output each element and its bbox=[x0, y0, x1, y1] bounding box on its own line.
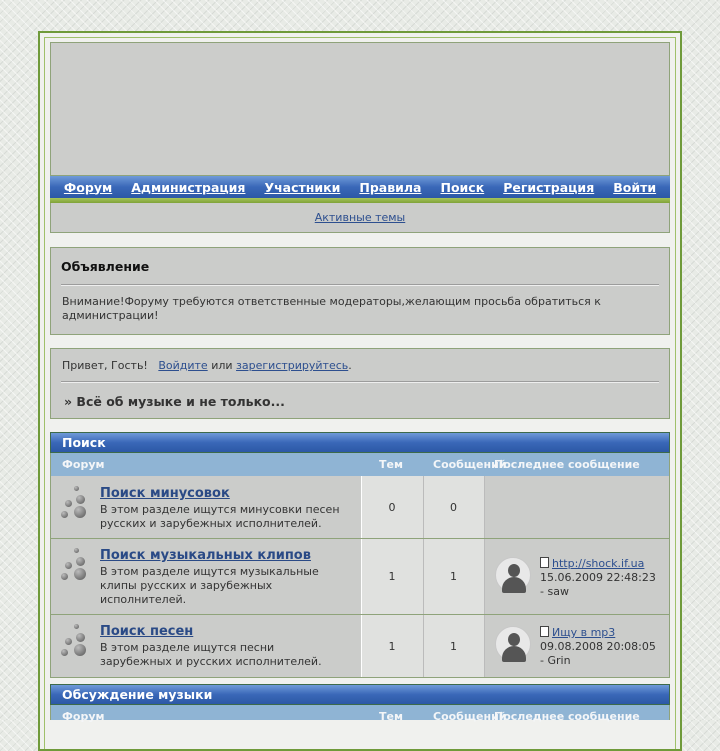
post-count: 0 bbox=[450, 501, 457, 514]
forum-tagline: » Всё об музыке и не только... bbox=[64, 394, 285, 409]
login-link[interactable]: Войдите bbox=[158, 359, 208, 372]
forum-description: В этом разделе ищутся музыкальные клипы русских и зарубежных исполнителей. bbox=[100, 565, 319, 606]
announcement-title: Объявление bbox=[61, 259, 150, 274]
nav-forum[interactable]: Форум bbox=[63, 179, 113, 195]
divider bbox=[61, 381, 659, 383]
column-headers bbox=[50, 705, 670, 723]
column-headers bbox=[50, 453, 670, 476]
section-header-music-discussion: Обсуждение музыки bbox=[50, 684, 670, 705]
forum-table bbox=[50, 476, 670, 678]
user-avatar bbox=[495, 557, 531, 593]
document-icon bbox=[540, 626, 549, 637]
col-posts: Сообщений bbox=[433, 458, 507, 471]
nav-administration[interactable]: Администрация bbox=[131, 179, 246, 195]
col-forum: Форум bbox=[62, 710, 105, 723]
announcement-box bbox=[50, 247, 670, 335]
forum-status-icon bbox=[61, 548, 89, 582]
forum-description: В этом разделе ищутся песни зарубежных и русских исполнителей. bbox=[100, 641, 322, 668]
post-count: 1 bbox=[450, 570, 457, 583]
greeting-text: Привет, Гость! bbox=[62, 359, 148, 372]
or-text: или bbox=[211, 359, 233, 372]
document-icon bbox=[540, 557, 549, 568]
period-text: . bbox=[348, 359, 352, 372]
forum-link[interactable]: Поиск музыкальных клипов bbox=[100, 548, 311, 563]
col-posts: Сообщений bbox=[433, 710, 507, 723]
last-post-date: 09.08.2008 20:08:05 bbox=[540, 640, 656, 653]
col-last-post: Последнее сообщение bbox=[494, 710, 640, 723]
nav-login[interactable]: Войти bbox=[613, 179, 657, 195]
forum-link[interactable]: Поиск песен bbox=[100, 624, 194, 639]
post-count: 1 bbox=[450, 640, 457, 653]
nav-rules[interactable]: Правила bbox=[359, 179, 422, 195]
forum-status-icon bbox=[61, 486, 89, 520]
topic-count: 1 bbox=[388, 640, 396, 653]
nav-register[interactable]: Регистрация bbox=[503, 179, 595, 195]
last-post-meta bbox=[540, 640, 670, 668]
section-header-search: Поиск bbox=[50, 432, 670, 453]
divider bbox=[61, 284, 659, 286]
welcome-line bbox=[62, 359, 352, 372]
last-post-author: - Grin bbox=[540, 654, 571, 667]
active-topics-link[interactable]: Активные темы bbox=[314, 211, 406, 224]
forum-link[interactable]: Поиск минусовок bbox=[100, 486, 230, 501]
announcement-text: Внимание!Форуму требуются ответственные модераторы,желающим просьба обратиться к администрации! bbox=[62, 295, 601, 322]
last-post-link[interactable]: Ищу в mp3 bbox=[540, 626, 615, 639]
main-navbar bbox=[50, 176, 670, 198]
nav-members[interactable]: Участники bbox=[264, 179, 341, 195]
topic-count: 0 bbox=[388, 501, 396, 514]
user-avatar bbox=[495, 626, 531, 662]
col-topics: Тем bbox=[379, 710, 403, 723]
welcome-box bbox=[50, 348, 670, 419]
active-topics-bar bbox=[50, 203, 670, 233]
last-post-meta bbox=[540, 571, 670, 599]
col-forum: Форум bbox=[62, 458, 105, 471]
register-link[interactable]: зарегистрируйтесь bbox=[236, 359, 349, 372]
topic-count: 1 bbox=[388, 570, 396, 583]
forum-description: В этом разделе ищутся минусовки песен русских и зарубежных исполнителей. bbox=[100, 503, 340, 530]
last-post-author: - saw bbox=[540, 585, 569, 598]
last-post-link[interactable]: http://shock.if.ua bbox=[540, 557, 644, 570]
col-topics: Тем bbox=[379, 458, 403, 471]
col-last-post: Последнее сообщение bbox=[494, 458, 640, 471]
nav-search[interactable]: Поиск bbox=[440, 179, 485, 195]
forum-status-icon bbox=[61, 624, 89, 658]
last-post-date: 15.06.2009 22:48:23 bbox=[540, 571, 656, 584]
header-banner bbox=[50, 42, 670, 176]
